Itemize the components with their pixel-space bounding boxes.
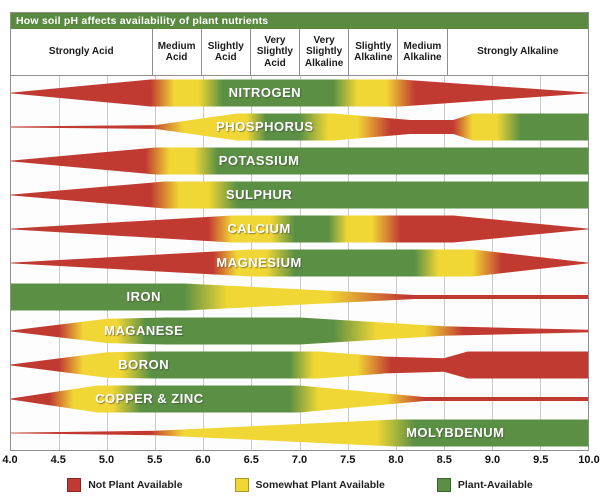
nutrient-row-nitrogen	[11, 76, 588, 110]
legend-item	[235, 478, 385, 492]
nutrient-label: SULPHUR	[225, 187, 293, 203]
legend-label: Somewhat Plant Available	[255, 479, 385, 491]
nutrient-row-phosphorus	[11, 110, 588, 144]
availability-band	[11, 318, 588, 345]
nutrient-row-sulphur	[11, 178, 588, 212]
availability-band	[11, 216, 588, 243]
nutrient-row-copper-zinc	[11, 382, 588, 416]
green-swatch-icon	[437, 478, 451, 492]
axis-tick-5.5: 5.5	[147, 454, 163, 466]
nutrient-label: MAGNESIUM	[216, 255, 302, 271]
nutrient-label: MAGANESE	[104, 323, 184, 339]
plot-area	[11, 76, 588, 450]
nutrient-label: PHOSPHORUS	[216, 119, 314, 135]
axis-tick-8.5: 8.5	[436, 454, 452, 466]
nutrient-row-boron	[11, 348, 588, 382]
axis-tick-9.0: 9.0	[484, 454, 501, 466]
nutrient-label: CALCIUM	[227, 221, 291, 237]
availability-band	[11, 182, 588, 209]
axis-tick-4.5: 4.5	[50, 454, 66, 466]
ph-category-0: Strongly Acid	[11, 29, 153, 75]
legend-label: Not Plant Available	[88, 479, 183, 491]
yellow-swatch-icon	[235, 478, 249, 492]
x-axis	[2, 450, 600, 472]
axis-tick-10.0: 10.0	[578, 454, 600, 466]
chart-title: How soil pH affects availability of plant nutrients	[11, 13, 588, 29]
chart-frame	[10, 12, 589, 451]
axis-tick-4.0: 4.0	[2, 454, 18, 466]
nutrient-row-potassium	[11, 144, 588, 178]
ph-category-4: Very Slightly Alkaline	[300, 29, 349, 75]
nutrient-row-magnesium	[11, 246, 588, 280]
ph-category-6: Medium Alkaline	[398, 29, 447, 75]
ph-category-3: Very Slightly Acid	[251, 29, 300, 75]
axis-tick-7.0: 7.0	[291, 454, 308, 466]
nutrient-label: BORON	[118, 357, 170, 373]
availability-band	[11, 284, 588, 311]
nutrient-row-calcium	[11, 212, 588, 246]
ph-category-1: Medium Acid	[153, 29, 202, 75]
nutrient-row-iron	[11, 280, 588, 314]
axis-tick-7.5: 7.5	[340, 454, 356, 466]
nutrient-label: IRON	[126, 289, 161, 305]
ph-category-header	[11, 29, 588, 76]
availability-band	[11, 352, 588, 379]
legend-item	[437, 478, 533, 492]
legend-item	[67, 478, 182, 492]
nutrient-row-molybdenum	[11, 416, 588, 450]
axis-tick-9.5: 9.5	[533, 454, 549, 466]
nutrient-label: MOLYBDENUM	[406, 425, 505, 441]
nutrient-label: COPPER & ZINC	[95, 391, 204, 407]
legend	[0, 478, 600, 492]
axis-tick-5.0: 5.0	[98, 454, 115, 466]
nutrient-label: POTASSIUM	[218, 153, 300, 169]
nutrient-label: NITROGEN	[228, 85, 302, 101]
red-swatch-icon	[67, 478, 81, 492]
nutrient-row-maganese	[11, 314, 588, 348]
ph-category-2: Slightly Acid	[202, 29, 251, 75]
ph-category-7: Strongly Alkaline	[477, 46, 559, 58]
axis-tick-8.0: 8.0	[388, 454, 404, 466]
axis-tick-6.0: 6.0	[195, 454, 211, 466]
ph-category-5: Slightly Alkaline	[349, 29, 398, 75]
legend-label: Plant-Available	[457, 479, 533, 491]
axis-tick-6.5: 6.5	[243, 454, 259, 466]
